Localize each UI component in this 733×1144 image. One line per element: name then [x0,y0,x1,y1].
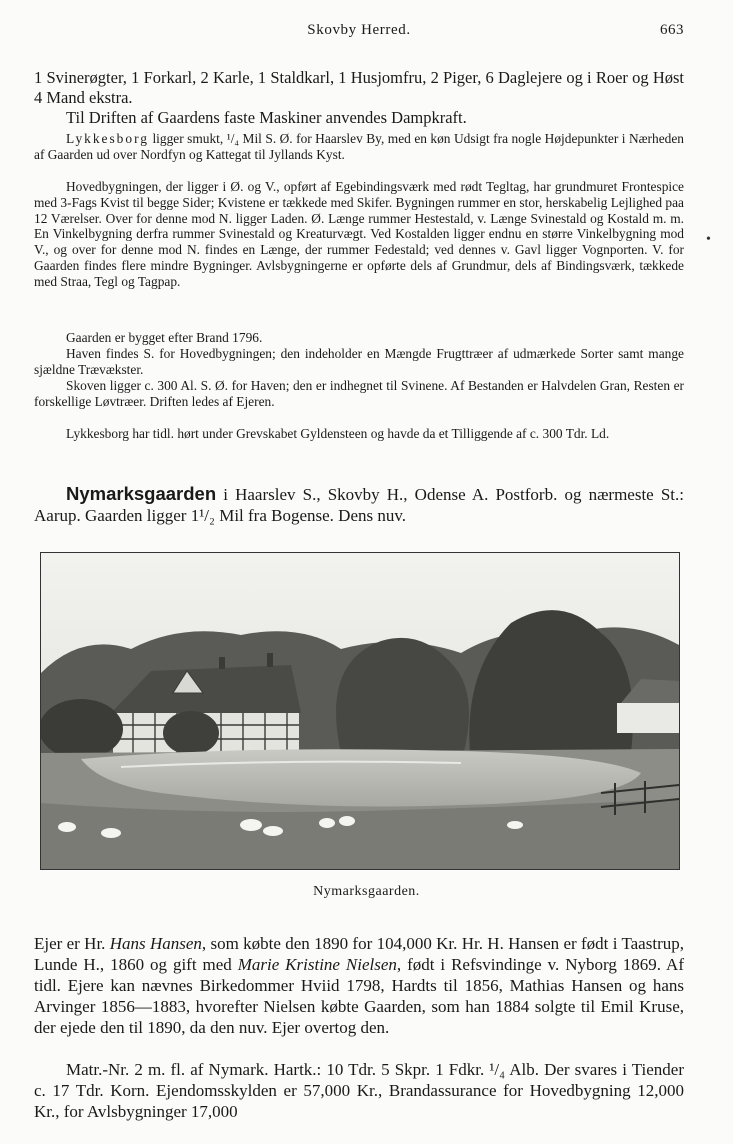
staff-paragraph: 1 Svinerøgter, 1 Forkarl, 2 Karle, 1 Staldkarl, 1 Husjomfru, 2 Piger, 6 Daglejere og i Roer og Høst 4 Mand ekstra. [34,68,684,107]
page-header [34,22,684,44]
page-number: 663 [660,22,684,38]
owner-paragraph [34,933,684,1038]
location-paragraph [34,131,684,163]
farm-photograph [40,552,680,870]
entry-intro: i Haarslev S., Skovby H., Odense A. Postforb. og nærmeste St.: Aarup. Gaarden ligger 1¹/₂ Mil fra Bogense. Dens nuv. [34,485,684,525]
fire-paragraph: Gaarden er bygget efter Brand 1796. [66,330,263,345]
buildings-paragraph: Hovedbygningen, der ligger i Ø. og V., opført af Egebindingsværk med rødt Tegltag, har grundmuret Frontespice med 3-Fags Kvist til begge Sider; Kvistene er tækkede med Skifer. Bygningen rummer en stor, herskabelig Lejlighed paa 12 Værelser. Over for denne mod N. ligger Laden. Ø. Længe rummer Hestestald, v. Længe Svinestald og Kostald m. m. En Vinkelbygning derfra rummer Svinestald og Kreaturvægt. Ved Kostalden ligger endnu en større Vinkelbygning mod V., og over for denne mod N. findes en Længe, der rummer Fedestald; ved dennes v. Gavl ligger Vognporten. V. for Gaarden findes flere mindre Bygninger. Avlsbygningerne er opførte dels af Grundmur, dels af Bindingsværk, tækkede med Straa, Tegl og Tagpap. [34,179,684,289]
forest-paragraph: Skoven ligger c. 300 Al. S. Ø. for Haven; den er indhegnet til Svinene. Af Bestanden er Halvdelen Gran, Resten er forskellige Løvtræer. Driften ledes af Ejeren. [34,378,684,409]
entry-name: Nymarksgaarden [66,483,217,504]
owner-text-2: , som købte den 1890 for 104,000 Kr. Hr. H. Hansen er født i Taastrup, Lunde H., 1860 og gift med [34,934,684,974]
owner-text-3: , født i Refsvindinge v. Nyborg 1869. Af tidl. Ejere kan nævnes Birkedommer Hviid 1798, Hardts til 1856, Mathias Hansen og hans Arvinger 1856—1883, hvorefter Nielsen købte Gaarden, som han 1884 solgte til Emil Kruse, der ejede den til 1890, da den nuv. Ejer overtog den. [34,955,684,1037]
registry-paragraph: Matr.-Nr. 2 m. fl. af Nymark. Hartk.: 10 Tdr. 5 Skpr. 1 Fdkr. ¹/₄ Alb. Der svares i Tiender c. 17 Tdr. Korn. Ejendomsskylden er 57,000 Kr., Brandassurance for Hovedbygning 12,000 Kr., for Avlsbygninger 17,000 [34,1060,684,1121]
garden-paragraph: Haven findes S. for Hovedbygningen; den indeholder en Mængde Frugttræer af udmærkede Sorter samt mange sjældne Trævækster. [34,346,684,377]
photo-caption: Nymarksgaarden. [313,884,420,899]
margin-dot: • [706,232,711,247]
owner-name: Hans Hansen [109,934,202,953]
photo-image [41,553,679,869]
machinery-paragraph: Til Driften af Gaardens faste Maskiner anvendes Dampkraft. [66,108,467,127]
estate-name: Lykkesborg [66,131,149,146]
owner-text-1: Ejer er Hr. [34,934,110,953]
entry-heading-paragraph [34,483,684,526]
running-title: Skovby Herred. [307,22,411,38]
history-paragraph: Lykkesborg har tidl. hørt under Grevskabet Gyldensteen og havde da et Tilliggende af c. 300 Tdr. Ld. [66,426,610,441]
location-text: ligger smukt, ¹/₄ Mil S. Ø. for Haarslev By, med en køn Udsigt fra nogle Højdepunkter i Nærheden af Gaarden ud over Nordfyn og Kattegat til Jyllands Kyst. [34,131,684,162]
wife-name: Marie Kristine Nielsen [237,955,397,974]
